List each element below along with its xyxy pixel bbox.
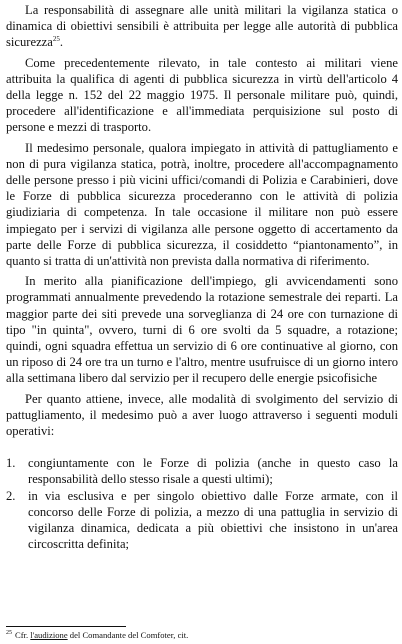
operational-modules-list: [6, 455, 398, 552]
list-item-text: congiuntamente con le Forze di polizia (anche in questo caso la responsabilità dello stesso risale a questi ultimi);: [28, 456, 398, 487]
list-item-number: 1.: [6, 456, 16, 471]
document-page: [6, 2, 398, 553]
footnote-25: [6, 630, 398, 641]
paragraph-1: [6, 2, 398, 51]
footnote-number: 25: [6, 630, 12, 637]
paragraph-1-text: La responsabilità di assegnare alle unità militari la vigilanza statica o dinamica di obiettivi sensibili è attribuita per legge alle autorità di pubblica sicurezza: [6, 3, 398, 50]
list-item-text: in via esclusiva e per singolo obiettivo dalle Forze armate, con il concorso delle Forze di polizia, a mezzo di una pattuglia in servizio di vigilanza dinamica, dedicata a più obiettivi che insistono in un'area circoscritta definita;: [28, 488, 398, 552]
paragraph-5: Per quanto attiene, invece, alle modalità di svolgimento del servizio di pattugliamento, il medesimo può a aver luogo attraverso i seguenti moduli operativi:: [6, 391, 398, 439]
footnote-underlined-link[interactable]: l'audizione: [30, 630, 68, 640]
footnote-divider: [6, 626, 126, 627]
paragraph-4: In merito alla pianificazione dell'impiego, gli avvicendamenti sono programmati annualmente prevedendo la rotazione semestrale dei reparti. La maggior parte dei siti prevede una sorveglianza di 24 ore con turnazione di tipo "in quinta", ovvero, turni di 6 ore svolti da 5 squadre, a rotazione; quindi, ogni squadra effettua un servizio di 6 ore continuative al giorno, con un riposo di 24 ore tra un turno e l'altro, mentre usufruisce di un giorno intero alla settimana libero dal servizio per il recupero delle energie psicofisiche: [6, 274, 398, 386]
footnote-prefix: Cfr.: [15, 630, 29, 640]
list-item: [6, 488, 398, 553]
list-item-number: 2.: [6, 488, 16, 503]
paragraph-spacer: [6, 443, 398, 455]
paragraph-3: Il medesimo personale, qualora impiegato in attività di pattugliamento e non di pura vigilanza statica, potrà, inoltre, procedere all'accompagnamento delle persone presso i più vicini uffici/comandi di Polizia e Carabinieri, dove le Forze di pubblica sicurezza procederanno con le attività di polizia giudiziaria di competenza. In tale occasione il militare non può essere impiegato per i servizi di vigilanza alle persone oggetto di accertamento da parte delle Forze di pubblica sicurezza, il cosiddetto “piantonamento”, in quanto si tratta di un'attività non prevista dalla normativa di riferimento.: [6, 140, 398, 269]
paragraph-2: Come precedentemente rilevato, in tale contesto ai militari viene attribuita la qualifica di agenti di pubblica sicurezza in virtù dell'articolo 4 della legge n. 152 del 22 maggio 1975. Il personale militare può, quindi, procedere all'identificazione e all'immediata perquisizione sul posto di persone e mezzi di trasporto.: [6, 55, 398, 135]
footnote-suffix: del Comandante del Comfoter, cit.: [69, 630, 189, 640]
paragraph-1-tail: .: [59, 35, 63, 50]
list-item: [6, 455, 398, 487]
footnote-ref-25[interactable]: 25: [52, 35, 60, 44]
